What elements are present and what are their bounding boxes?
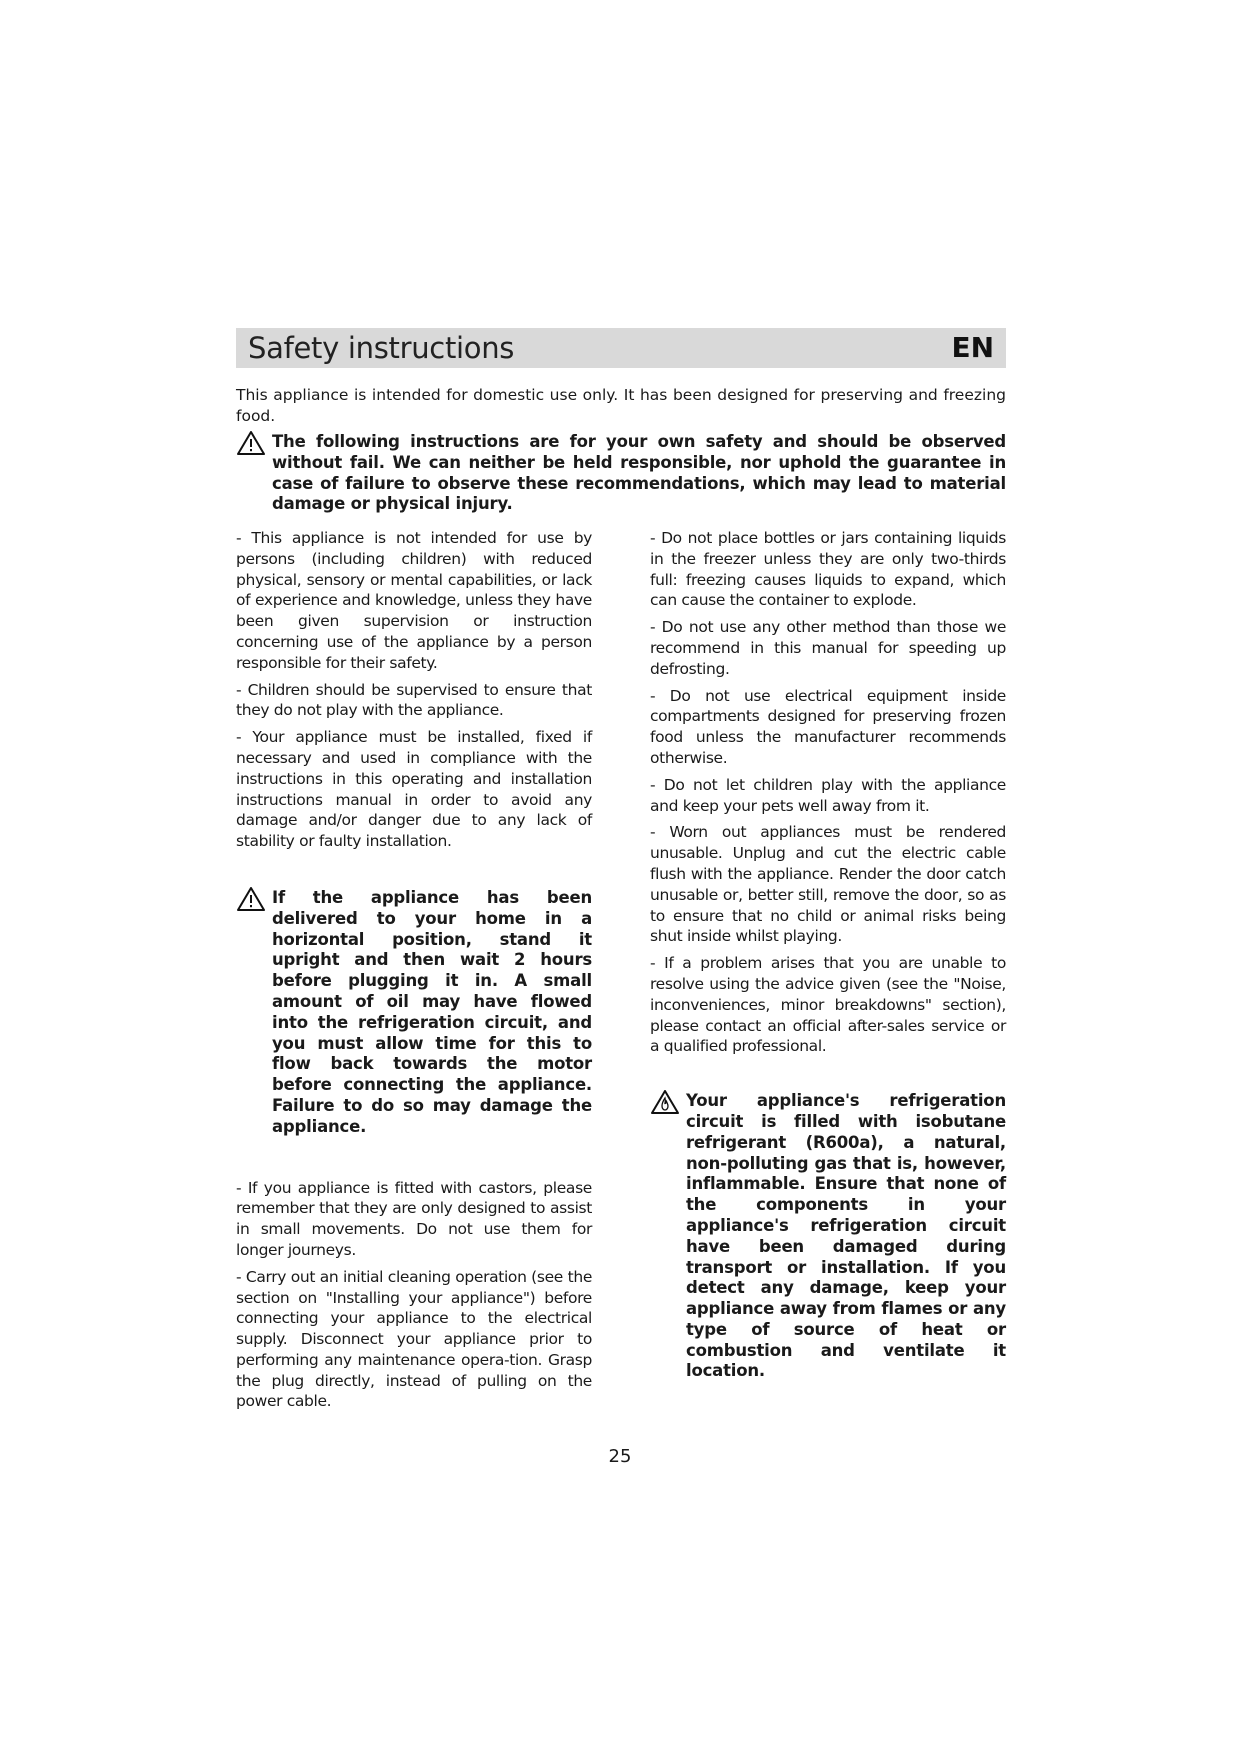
top-safety-warning (236, 432, 1006, 515)
left-column (236, 528, 592, 1418)
page-number: 25 (608, 1446, 632, 1467)
right-paragraph: - Worn out appliances must be rendered unusable. Unplug and cut the electric cable flush with the appliance. Render the door catch unusable or, better still, remove the door, so as to ensure that no child or animal risks being shut inside whilst playing. (650, 823, 1006, 946)
section-title-bar (236, 328, 1006, 368)
warning-triangle-icon (236, 886, 266, 912)
right-column (650, 528, 1006, 1382)
right-paragraph: - Do not let children play with the appliance and keep your pets well away from it. (650, 775, 1006, 815)
page-title: Safety instructions (248, 331, 515, 365)
refrigerant-warning-text: Your appliance's refrigeration circuit is filled with isobutane refrigerant (R600a), a natural, non-polluting gas that is, however, inflammable. Ensure that none of the components in your appliance's refrigeration circuit have been damaged during transport or installation. If you detect any damage, keep your appliance away from flames or any type of source of heat or combustion and ventilate it location. (686, 1091, 1006, 1381)
right-paragraph: - If a problem arises that you are unable to resolve using the advice given (see the "Noise, inconveniences, minor breakdowns" section), please contact an official after-sales service or a qualified professional. (650, 954, 1006, 1056)
left-paragraph: - Carry out an initial cleaning operation (see the section on "Installing your appliance") before connecting your appliance to the electrical supply. Disconnect your appliance prior to performing any maintenance opera-tion. Grasp the plug directly, instead of pulling on the power cable. (236, 1267, 592, 1411)
horizontal-delivery-warning-text: If the appliance has been delivered to your home in a horizontal position, stand it upright and then wait 2 hours before plugging it in. A small amount of oil may have flowed into the refrigeration circuit, and you must allow time for this to flow back towards the motor before connecting the appliance. Failure to do so may damage the appliance. (272, 887, 592, 1136)
warning-triangle-icon (236, 430, 266, 456)
top-warning-text: The following instructions are for your own safety and should be observed without fail. We can neither be held responsible, nor uphold the guarantee in case of failure to observe these recommendations, which may lead to material damage or physical injury. (272, 432, 1006, 514)
horizontal-delivery-warning (236, 888, 592, 1138)
left-paragraph: - If you appliance is fitted with castors, please remember that they are only designed to assist in small movements. Do not use them for longer journeys. (236, 1178, 592, 1259)
left-paragraph: - This appliance is not intended for use by persons (including children) with reduced physical, sensory or mental capabilities, or lack of experience and knowledge, unless they have been given supervision or instruction concerning use of the appliance by a person responsible for their safety. (236, 529, 592, 672)
intro-paragraph: This appliance is intended for domestic use only. It has been designed for preserving and freezing food. (236, 386, 1006, 425)
right-paragraph: - Do not use electrical equipment inside compartments designed for preserving frozen food unless the manufacturer recommends otherwise. (650, 686, 1006, 767)
left-paragraph: - Children should be supervised to ensure that they do not play with the appliance. (236, 680, 592, 720)
left-paragraph: - Your appliance must be installed, fixed if necessary and used in compliance with the instructions in this operating and installation instructions manual in order to avoid any damage and/or danger due to any lack of stability or faulty installation. (236, 728, 592, 851)
flame-warning-triangle-icon (650, 1089, 680, 1115)
right-paragraph: - Do not place bottles or jars containing liquids in the freezer unless they are only two-thirds full: freezing causes liquids to expand, which can cause the container to explode. (650, 529, 1006, 610)
language-code: EN (951, 331, 994, 364)
right-paragraph: - Do not use any other method than those we recommend in this manual for speeding up defrosting. (650, 618, 1006, 678)
refrigerant-warning (650, 1091, 1006, 1382)
